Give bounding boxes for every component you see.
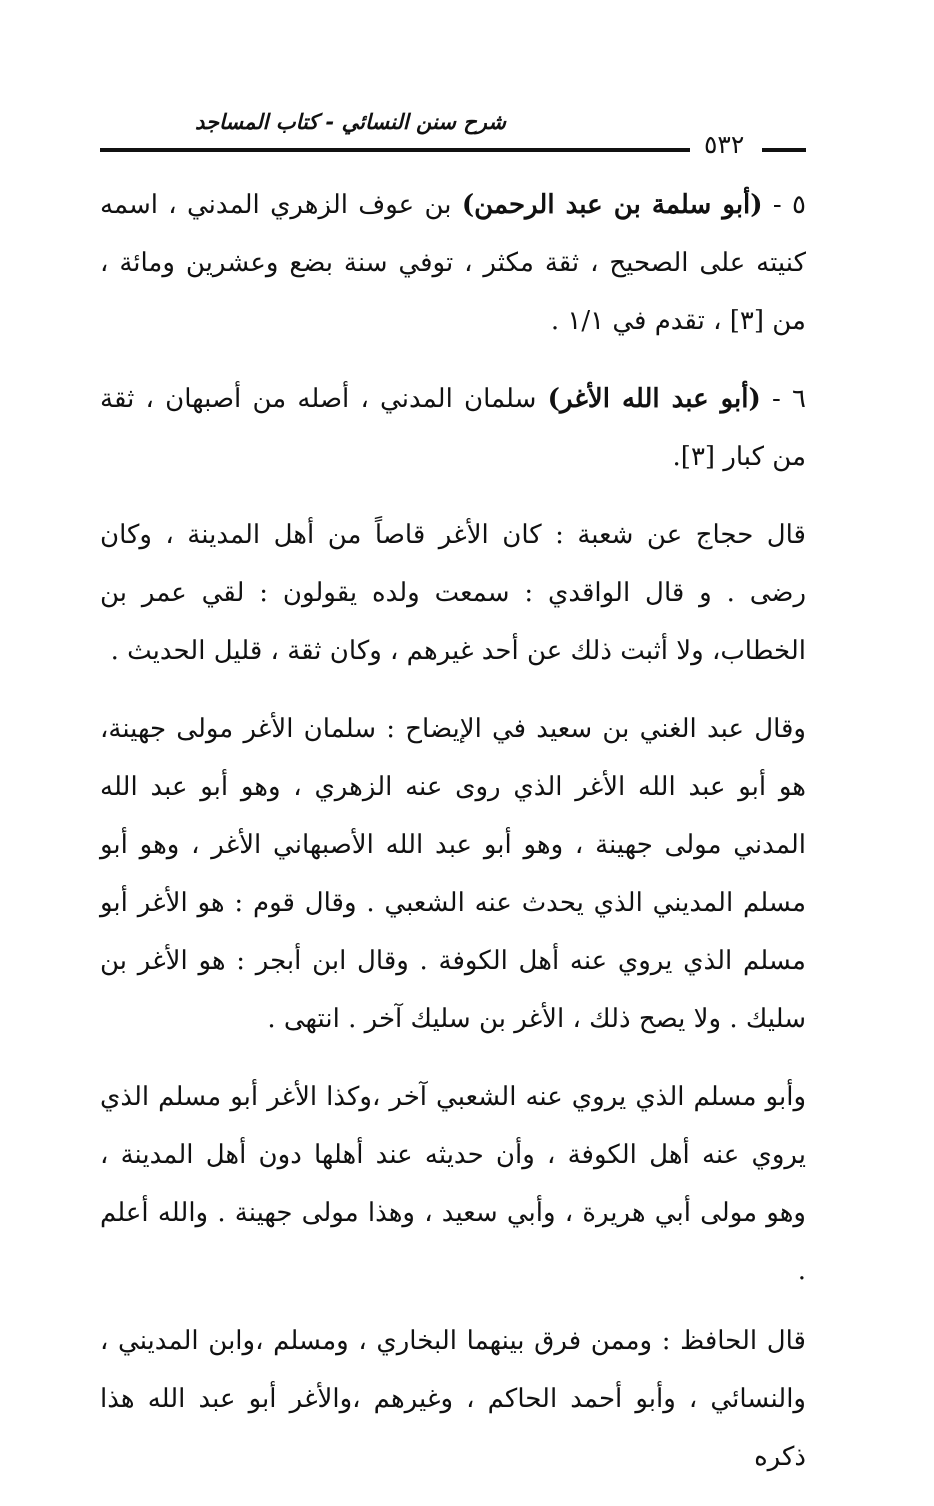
paragraph-hafiz: قال الحافظ : وممن فرق بينهما البخاري ، ومسلم ،وابن المديني ، والنسائي ، وأبو أحمد الحاكم ، وغيرهم ،والأغر أبو عبد الله هذا ذكره <box>100 1326 806 1472</box>
page-number: ٥٣٢ <box>704 130 745 159</box>
paragraph-text: سلمان المدني ، أصله من أصبهان ، ثقة من كبار [٣]. <box>100 384 806 472</box>
paragraph-abu-muslim: وأبو مسلم الذي يروي عنه الشعبي آخر ،وكذا الأغر أبو مسلم الذي يروي عنه أهل الكوفة ، وأن حديثه عند أهلها دون أهل المدينة ، وهو مولى أبي هريرة ، وأبي سعيد ، وهذا مولى جهينة . والله أعلم . <box>100 1082 806 1286</box>
paragraph-shuba: قال حجاج عن شعبة : كان الأغر قاصاً من أهل المدينة ، وكان رضى . و قال الواقدي : سمعت ولده يقولون : لقي عمر بن الخطاب، ولا أثبت ذلك عن أحد غيرهم ، وكان ثقة ، قليل الحديث . <box>100 520 806 666</box>
page-body <box>100 176 806 1506</box>
page-header <box>100 104 806 159</box>
page-number-dash <box>762 148 806 152</box>
paragraph-narrator-5 <box>100 176 806 350</box>
narrator-number: ٦ - <box>760 384 806 414</box>
running-title: شرح سنن النسائي - كتاب المساجد <box>195 110 506 134</box>
narrator-name: (أبو عبد الله الأغر) <box>547 384 761 414</box>
paragraph-abdulghani: وقال عبد الغني بن سعيد في الإيضاح : سلمان الأغر مولى جهينة، هو أبو عبد الله الأغر الذي روى عنه الزهري ، وهو أبو عبد الله المدني مولى جهينة ، وهو أبو عبد الله الأصبهاني الأغر ، وهو أبو مسلم المديني الذي يحدث عنه الشعبي . وقال قوم : هو الأغر أبو مسلم الذي يروي عنه أهل الكوفة . وقال ابن أبجر : هو الأغر بن سليك . ولا يصح ذلك ، الأغر بن سليك آخر . انتهى . <box>100 714 806 1034</box>
narrator-number: ٥ - <box>762 190 806 220</box>
narrator-name: (أبو سلمة بن عبد الرحمن) <box>461 190 763 220</box>
header-rule <box>100 148 690 152</box>
paragraph-text: بن عوف الزهري المدني ، اسمه كنيته على الصحيح ، ثقة مكثر ، توفي سنة بضع وعشرين ومائة ، من [٣] ، تقدم في ١/١ . <box>100 190 806 336</box>
paragraph-narrator-6 <box>100 370 806 486</box>
